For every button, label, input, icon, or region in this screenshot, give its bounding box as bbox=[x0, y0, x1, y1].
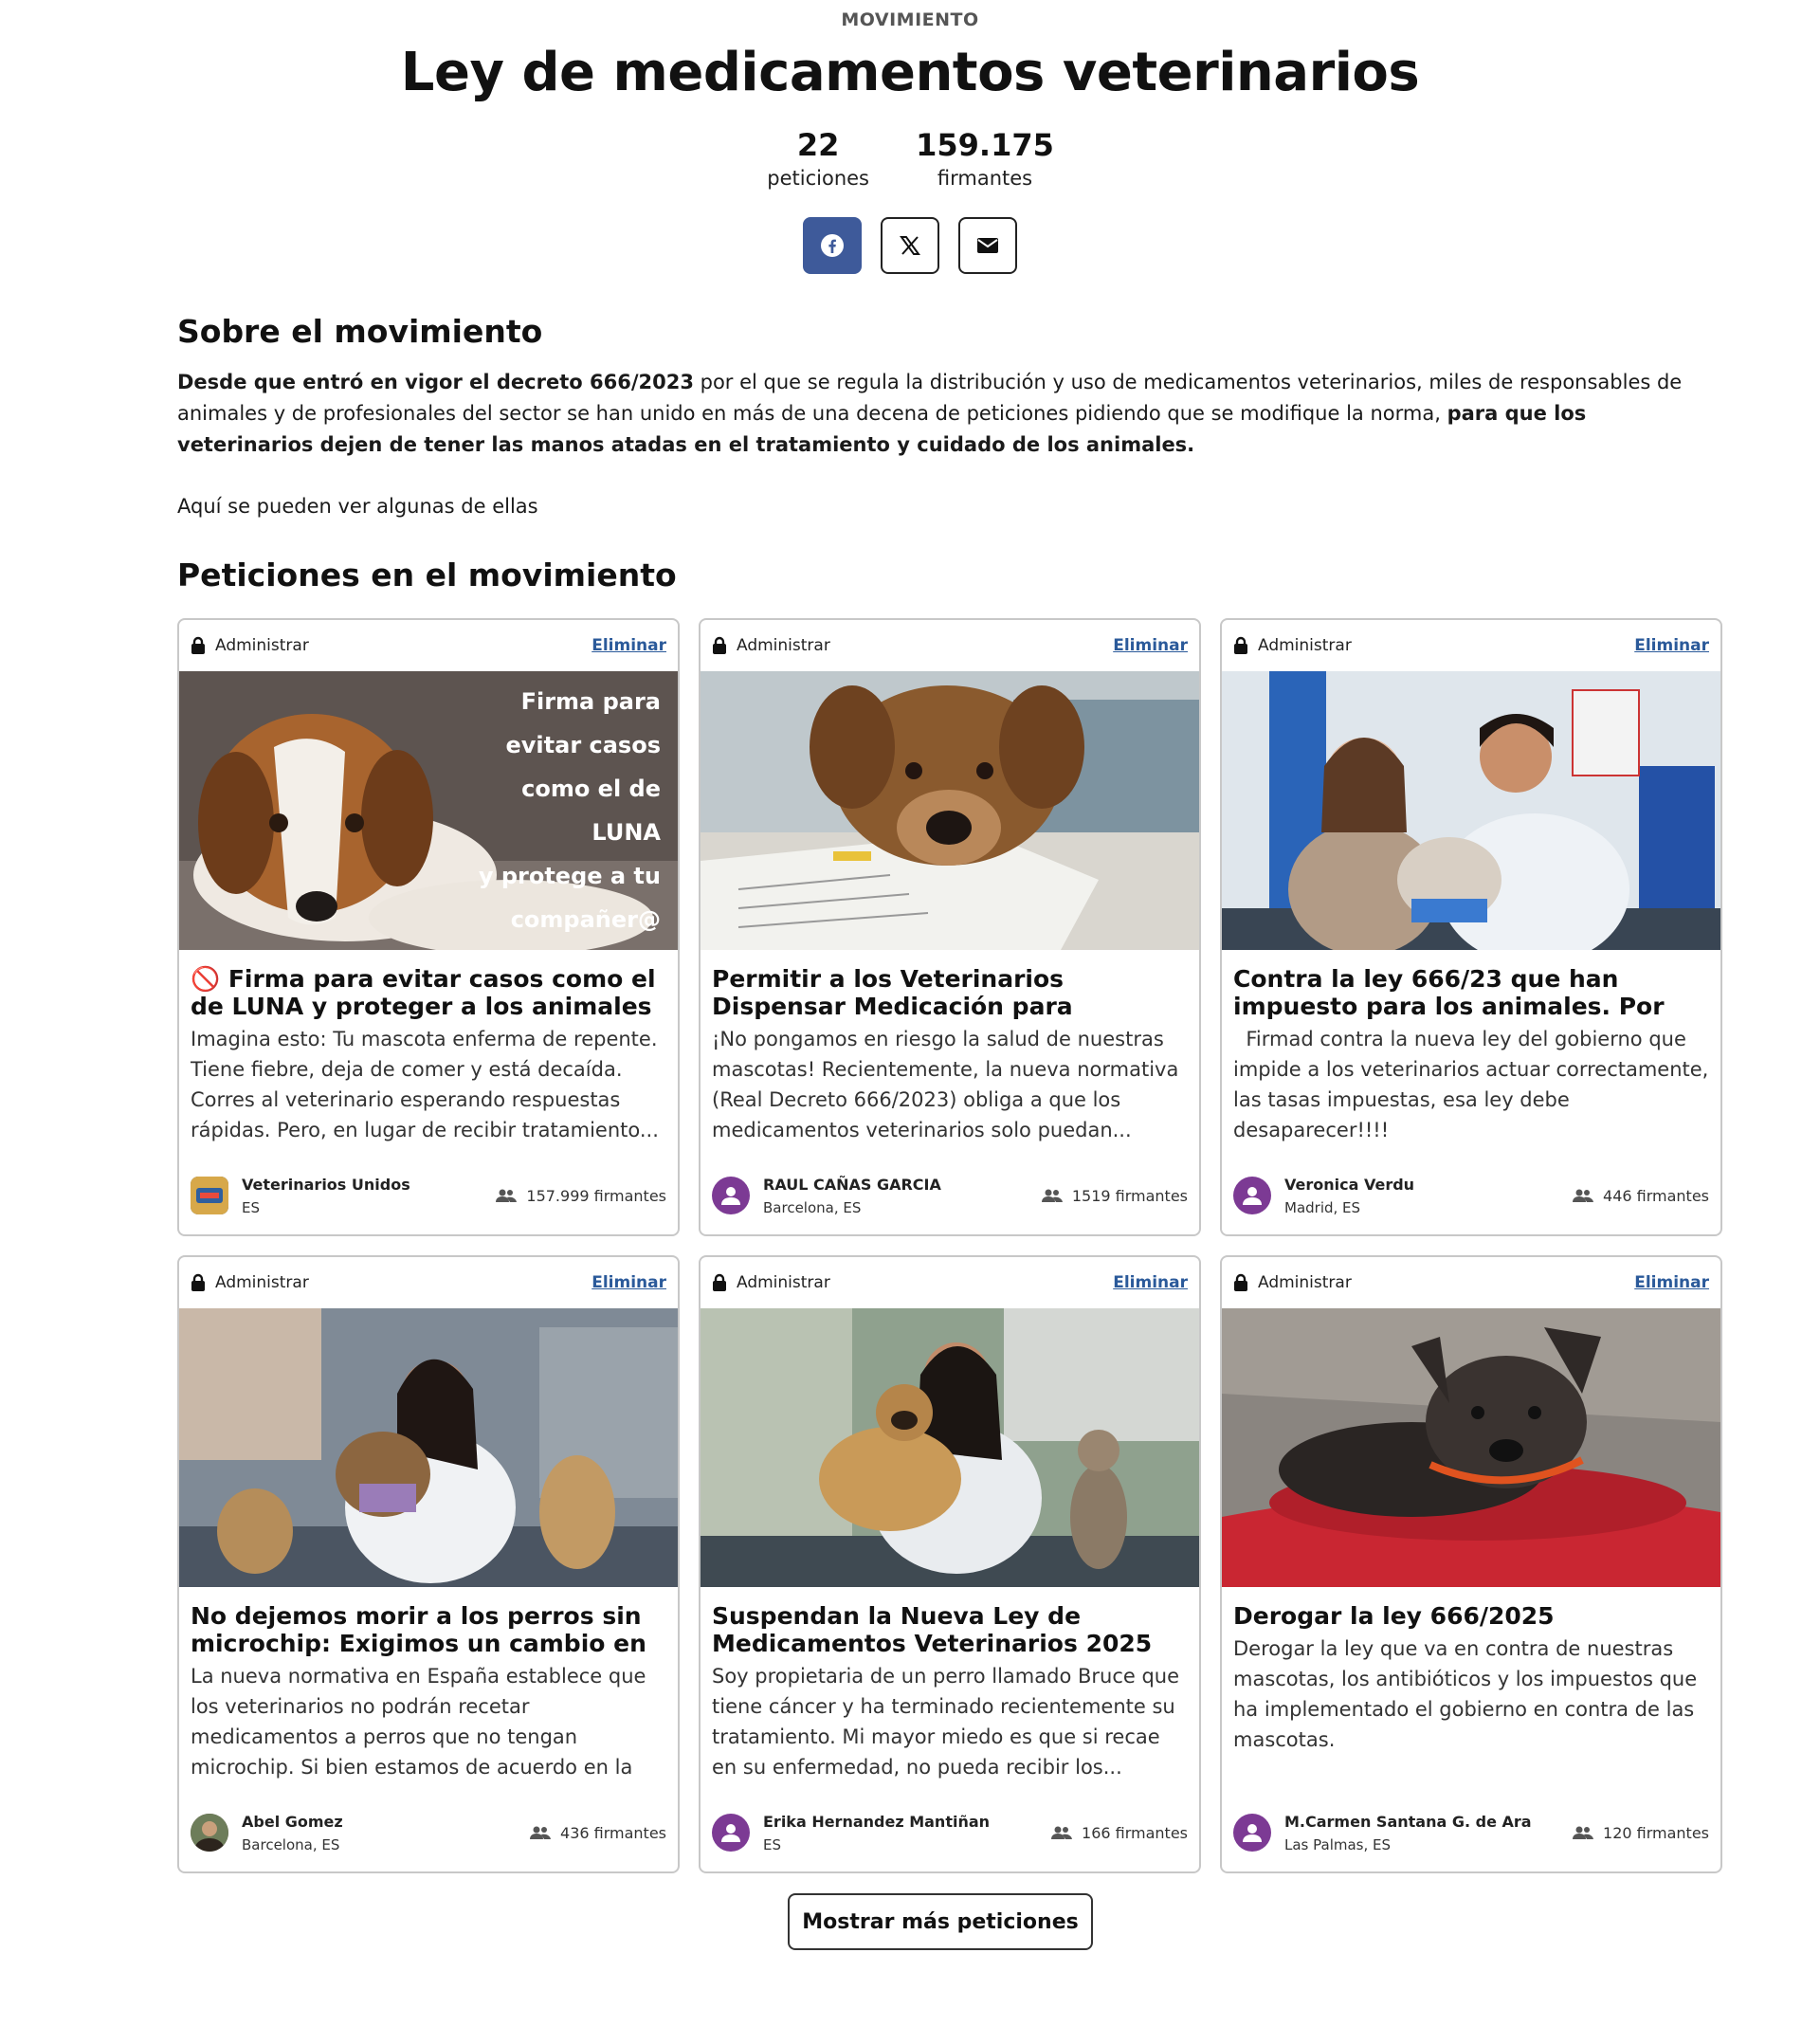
stats-row bbox=[0, 127, 1820, 190]
stat-signers-value: 159.175 bbox=[916, 127, 1054, 163]
admin-label: Administrar bbox=[737, 1273, 830, 1292]
card-title[interactable]: Suspendan la Nueva Ley de Medicamentos Veterinarios 2025 bbox=[712, 1602, 1153, 1657]
image-text-4: LUNA bbox=[592, 819, 661, 846]
petition-card[interactable] bbox=[1220, 618, 1722, 1236]
avatar bbox=[712, 1177, 750, 1214]
remove-link[interactable]: Eliminar bbox=[592, 1273, 666, 1292]
lock-icon bbox=[1233, 1273, 1248, 1292]
avatar bbox=[1233, 1814, 1271, 1852]
card-body bbox=[179, 1587, 678, 1803]
author-location: Barcelona, ES bbox=[763, 1198, 862, 1216]
about-text-body: por el que se regula la distribución y uso de medicamentos veterinarios, miles de responsables de animales y de profesionales del sector se han unido en más de una decena de peticiones pidiendo que se modifique la norma, bbox=[177, 371, 1683, 425]
about-bold-1: Desde que entró en vigor el decreto 666/2023 bbox=[177, 371, 694, 393]
remove-link[interactable]: Eliminar bbox=[1634, 636, 1709, 655]
share-x-button[interactable] bbox=[881, 217, 939, 274]
remove-link[interactable]: Eliminar bbox=[1113, 636, 1188, 655]
signers-count bbox=[1573, 1824, 1709, 1842]
card-description: ¡No pongamos en riesgo la salud de nuestras mascotas! Recientemente, la nueva normativa (Real Decreto 666/2023) obliga a que los medicamentos veterinarios solo puedan... bbox=[712, 1028, 1179, 1141]
user-icon bbox=[1242, 1822, 1263, 1843]
admin-link[interactable] bbox=[712, 1273, 830, 1292]
author-name: M.Carmen Santana G. de Ara bbox=[1284, 1812, 1532, 1831]
signers-label: 446 firmantes bbox=[1603, 1186, 1709, 1205]
share-buttons bbox=[0, 217, 1820, 274]
people-icon bbox=[496, 1188, 517, 1203]
admin-link[interactable] bbox=[191, 1273, 309, 1292]
author-name: Veronica Verdu bbox=[1284, 1175, 1415, 1194]
card-description: Soy propietaria de un perro llamado Bruce que tiene cáncer y ha terminado recientemente su tratamiento. Mi mayor miedo es que si recae en su enfermedad, no pueda recibir los... bbox=[712, 1665, 1180, 1779]
avatar bbox=[191, 1814, 228, 1852]
card-body bbox=[701, 950, 1199, 1166]
author bbox=[191, 1813, 343, 1853]
lock-icon bbox=[712, 636, 727, 655]
signers-count bbox=[530, 1824, 666, 1842]
avatar bbox=[191, 1177, 228, 1214]
x-icon bbox=[899, 234, 921, 257]
page-title: Ley de medicamentos veterinarios bbox=[400, 42, 1420, 103]
card-description: Imagina esto: Tu mascota enferma de repente. Tiene fiebre, deja de comer y está decaída. Corres al veterinario esperando respuestas rápidas. Pero, en lugar de recibir tratamiento... bbox=[191, 1028, 659, 1141]
author-name: Abel Gomez bbox=[242, 1812, 343, 1831]
admin-link[interactable] bbox=[1233, 1273, 1352, 1292]
lock-icon bbox=[1233, 636, 1248, 655]
mail-icon bbox=[976, 236, 999, 255]
show-more-button[interactable]: Mostrar más peticiones bbox=[788, 1893, 1093, 1950]
card-body bbox=[701, 1587, 1199, 1803]
user-icon bbox=[720, 1185, 741, 1206]
avatar bbox=[712, 1814, 750, 1852]
user-icon bbox=[1242, 1185, 1263, 1206]
stat-signers-label: firmantes bbox=[937, 167, 1033, 190]
signers-count bbox=[1051, 1824, 1188, 1842]
profile-photo-icon bbox=[191, 1814, 228, 1852]
author bbox=[712, 1176, 941, 1216]
signers-label: 1519 firmantes bbox=[1071, 1186, 1188, 1205]
card-admin-bar bbox=[1222, 1257, 1720, 1308]
card-footer bbox=[712, 1168, 1188, 1223]
about-section bbox=[177, 313, 1713, 522]
petition-image bbox=[179, 1308, 678, 1587]
remove-link[interactable]: Eliminar bbox=[592, 636, 666, 655]
card-title[interactable]: Contra la ley 666/23 que han impuesto para los animales. Por bbox=[1233, 965, 1665, 1020]
card-title[interactable]: Derogar la ley 666/2025 bbox=[1233, 1602, 1555, 1630]
admin-label: Administrar bbox=[1258, 1273, 1352, 1292]
author bbox=[1233, 1813, 1532, 1853]
user-icon bbox=[720, 1822, 741, 1843]
petition-image bbox=[701, 1308, 1199, 1587]
author-name: Erika Hernandez Mantiñan bbox=[763, 1812, 991, 1831]
author-location: Las Palmas, ES bbox=[1284, 1835, 1392, 1853]
stat-petitions-value: 22 bbox=[796, 127, 840, 163]
lock-icon bbox=[712, 1273, 727, 1292]
petition-image bbox=[1222, 1308, 1720, 1587]
image-text-3: como el de bbox=[521, 776, 661, 802]
remove-link[interactable]: Eliminar bbox=[1634, 1273, 1709, 1292]
author-name: Veterinarios Unidos bbox=[242, 1175, 410, 1194]
petition-card[interactable] bbox=[699, 1255, 1201, 1873]
petition-card[interactable] bbox=[177, 1255, 680, 1873]
author bbox=[1233, 1176, 1414, 1216]
card-footer bbox=[191, 1805, 666, 1860]
author-location: ES bbox=[242, 1198, 260, 1216]
stat-petitions-label: peticiones bbox=[767, 167, 869, 190]
card-description: La nueva normativa en España establece que los veterinarios no podrán recetar medicamentos a perros que no tengan microchip. Si bien estamos de acuerdo en la bbox=[191, 1665, 646, 1779]
signers-count bbox=[496, 1187, 666, 1205]
people-icon bbox=[1573, 1825, 1593, 1840]
card-title[interactable]: Permitir a los Veterinarios Dispensar Medicación para bbox=[712, 965, 1073, 1020]
card-footer bbox=[191, 1168, 666, 1223]
admin-label: Administrar bbox=[215, 1273, 309, 1292]
stat-signers bbox=[916, 127, 1054, 190]
org-logo-icon bbox=[191, 1177, 228, 1214]
people-icon bbox=[1573, 1188, 1593, 1203]
image-text-2: evitar casos bbox=[505, 732, 661, 758]
admin-link[interactable] bbox=[191, 636, 309, 655]
author-location: ES bbox=[763, 1835, 781, 1853]
card-description: Derogar la ley que va en contra de nuestras mascotas, los antibióticos y los impuestos que ha implementado el gobierno en contra de las mascotas. bbox=[1233, 1637, 1698, 1751]
share-mail-button[interactable] bbox=[958, 217, 1017, 274]
petitions-heading: Peticiones en el movimiento bbox=[177, 557, 677, 593]
about-text bbox=[177, 367, 1713, 461]
card-admin-bar bbox=[701, 620, 1199, 671]
people-icon bbox=[530, 1825, 551, 1840]
about-heading: Sobre el movimiento bbox=[177, 313, 543, 350]
author bbox=[712, 1813, 990, 1853]
kicker-label: MOVIMIENTO bbox=[841, 9, 979, 30]
people-icon bbox=[1042, 1188, 1063, 1203]
admin-link[interactable] bbox=[1233, 636, 1352, 655]
signers-count bbox=[1573, 1187, 1709, 1205]
author bbox=[191, 1176, 410, 1216]
avatar bbox=[1233, 1177, 1271, 1214]
signers-label: 436 firmantes bbox=[560, 1823, 666, 1842]
image-text-1: Firma para bbox=[520, 688, 661, 715]
card-admin-bar bbox=[1222, 620, 1720, 671]
about-bold-2: para que los veterinarios dejen de tener las manos atadas en el tratamiento y cuidado de los animales. bbox=[177, 402, 1587, 456]
about-extra: Aquí se pueden ver algunas de ellas bbox=[177, 495, 538, 518]
card-admin-bar bbox=[701, 1257, 1199, 1308]
admin-label: Administrar bbox=[1258, 636, 1352, 655]
petition-image bbox=[701, 671, 1199, 950]
admin-label: Administrar bbox=[215, 636, 309, 655]
card-footer bbox=[712, 1805, 1188, 1860]
petition-image bbox=[179, 671, 678, 950]
card-body bbox=[1222, 950, 1720, 1166]
signers-label: 120 firmantes bbox=[1603, 1823, 1709, 1842]
people-icon bbox=[1051, 1825, 1072, 1840]
petition-image bbox=[1222, 671, 1720, 950]
image-text-6: compañer@ bbox=[510, 906, 661, 933]
signers-label: 166 firmantes bbox=[1082, 1823, 1188, 1842]
lock-icon bbox=[191, 636, 206, 655]
petition-card[interactable] bbox=[177, 618, 680, 1236]
card-title[interactable]: No dejemos morir a los perros sin microchip: Exigimos un cambio en bbox=[191, 1602, 646, 1657]
author-location: Madrid, ES bbox=[1284, 1198, 1361, 1216]
card-description: Firmad contra la nueva ley del gobierno que impide a los veterinarios actuar correctamente, las tasas impuestas, esa ley debe desaparecer!!!! bbox=[1233, 1028, 1709, 1141]
card-body bbox=[1222, 1587, 1720, 1803]
admin-label: Administrar bbox=[737, 636, 830, 655]
facebook-icon bbox=[820, 233, 845, 258]
admin-link[interactable] bbox=[712, 636, 830, 655]
share-facebook-button[interactable] bbox=[803, 217, 862, 274]
author-location: Barcelona, ES bbox=[242, 1835, 340, 1853]
petition-card[interactable] bbox=[1220, 1255, 1722, 1873]
stat-petitions bbox=[766, 127, 870, 190]
card-admin-bar bbox=[179, 620, 678, 671]
lock-icon bbox=[191, 1273, 206, 1292]
card-admin-bar bbox=[179, 1257, 678, 1308]
signers-label: 157.999 firmantes bbox=[526, 1186, 666, 1205]
card-footer bbox=[1233, 1805, 1709, 1860]
author-name: RAUL CAÑAS GARCIA bbox=[763, 1175, 941, 1194]
card-body bbox=[179, 950, 678, 1166]
card-title[interactable]: 🚫 Firma para evitar casos como el de LUNA y proteger a los animales bbox=[191, 965, 656, 1020]
image-text-5: y protege a tu bbox=[478, 863, 661, 889]
card-footer bbox=[1233, 1168, 1709, 1223]
petition-card[interactable] bbox=[699, 618, 1201, 1236]
signers-count bbox=[1042, 1187, 1188, 1205]
remove-link[interactable]: Eliminar bbox=[1113, 1273, 1188, 1292]
